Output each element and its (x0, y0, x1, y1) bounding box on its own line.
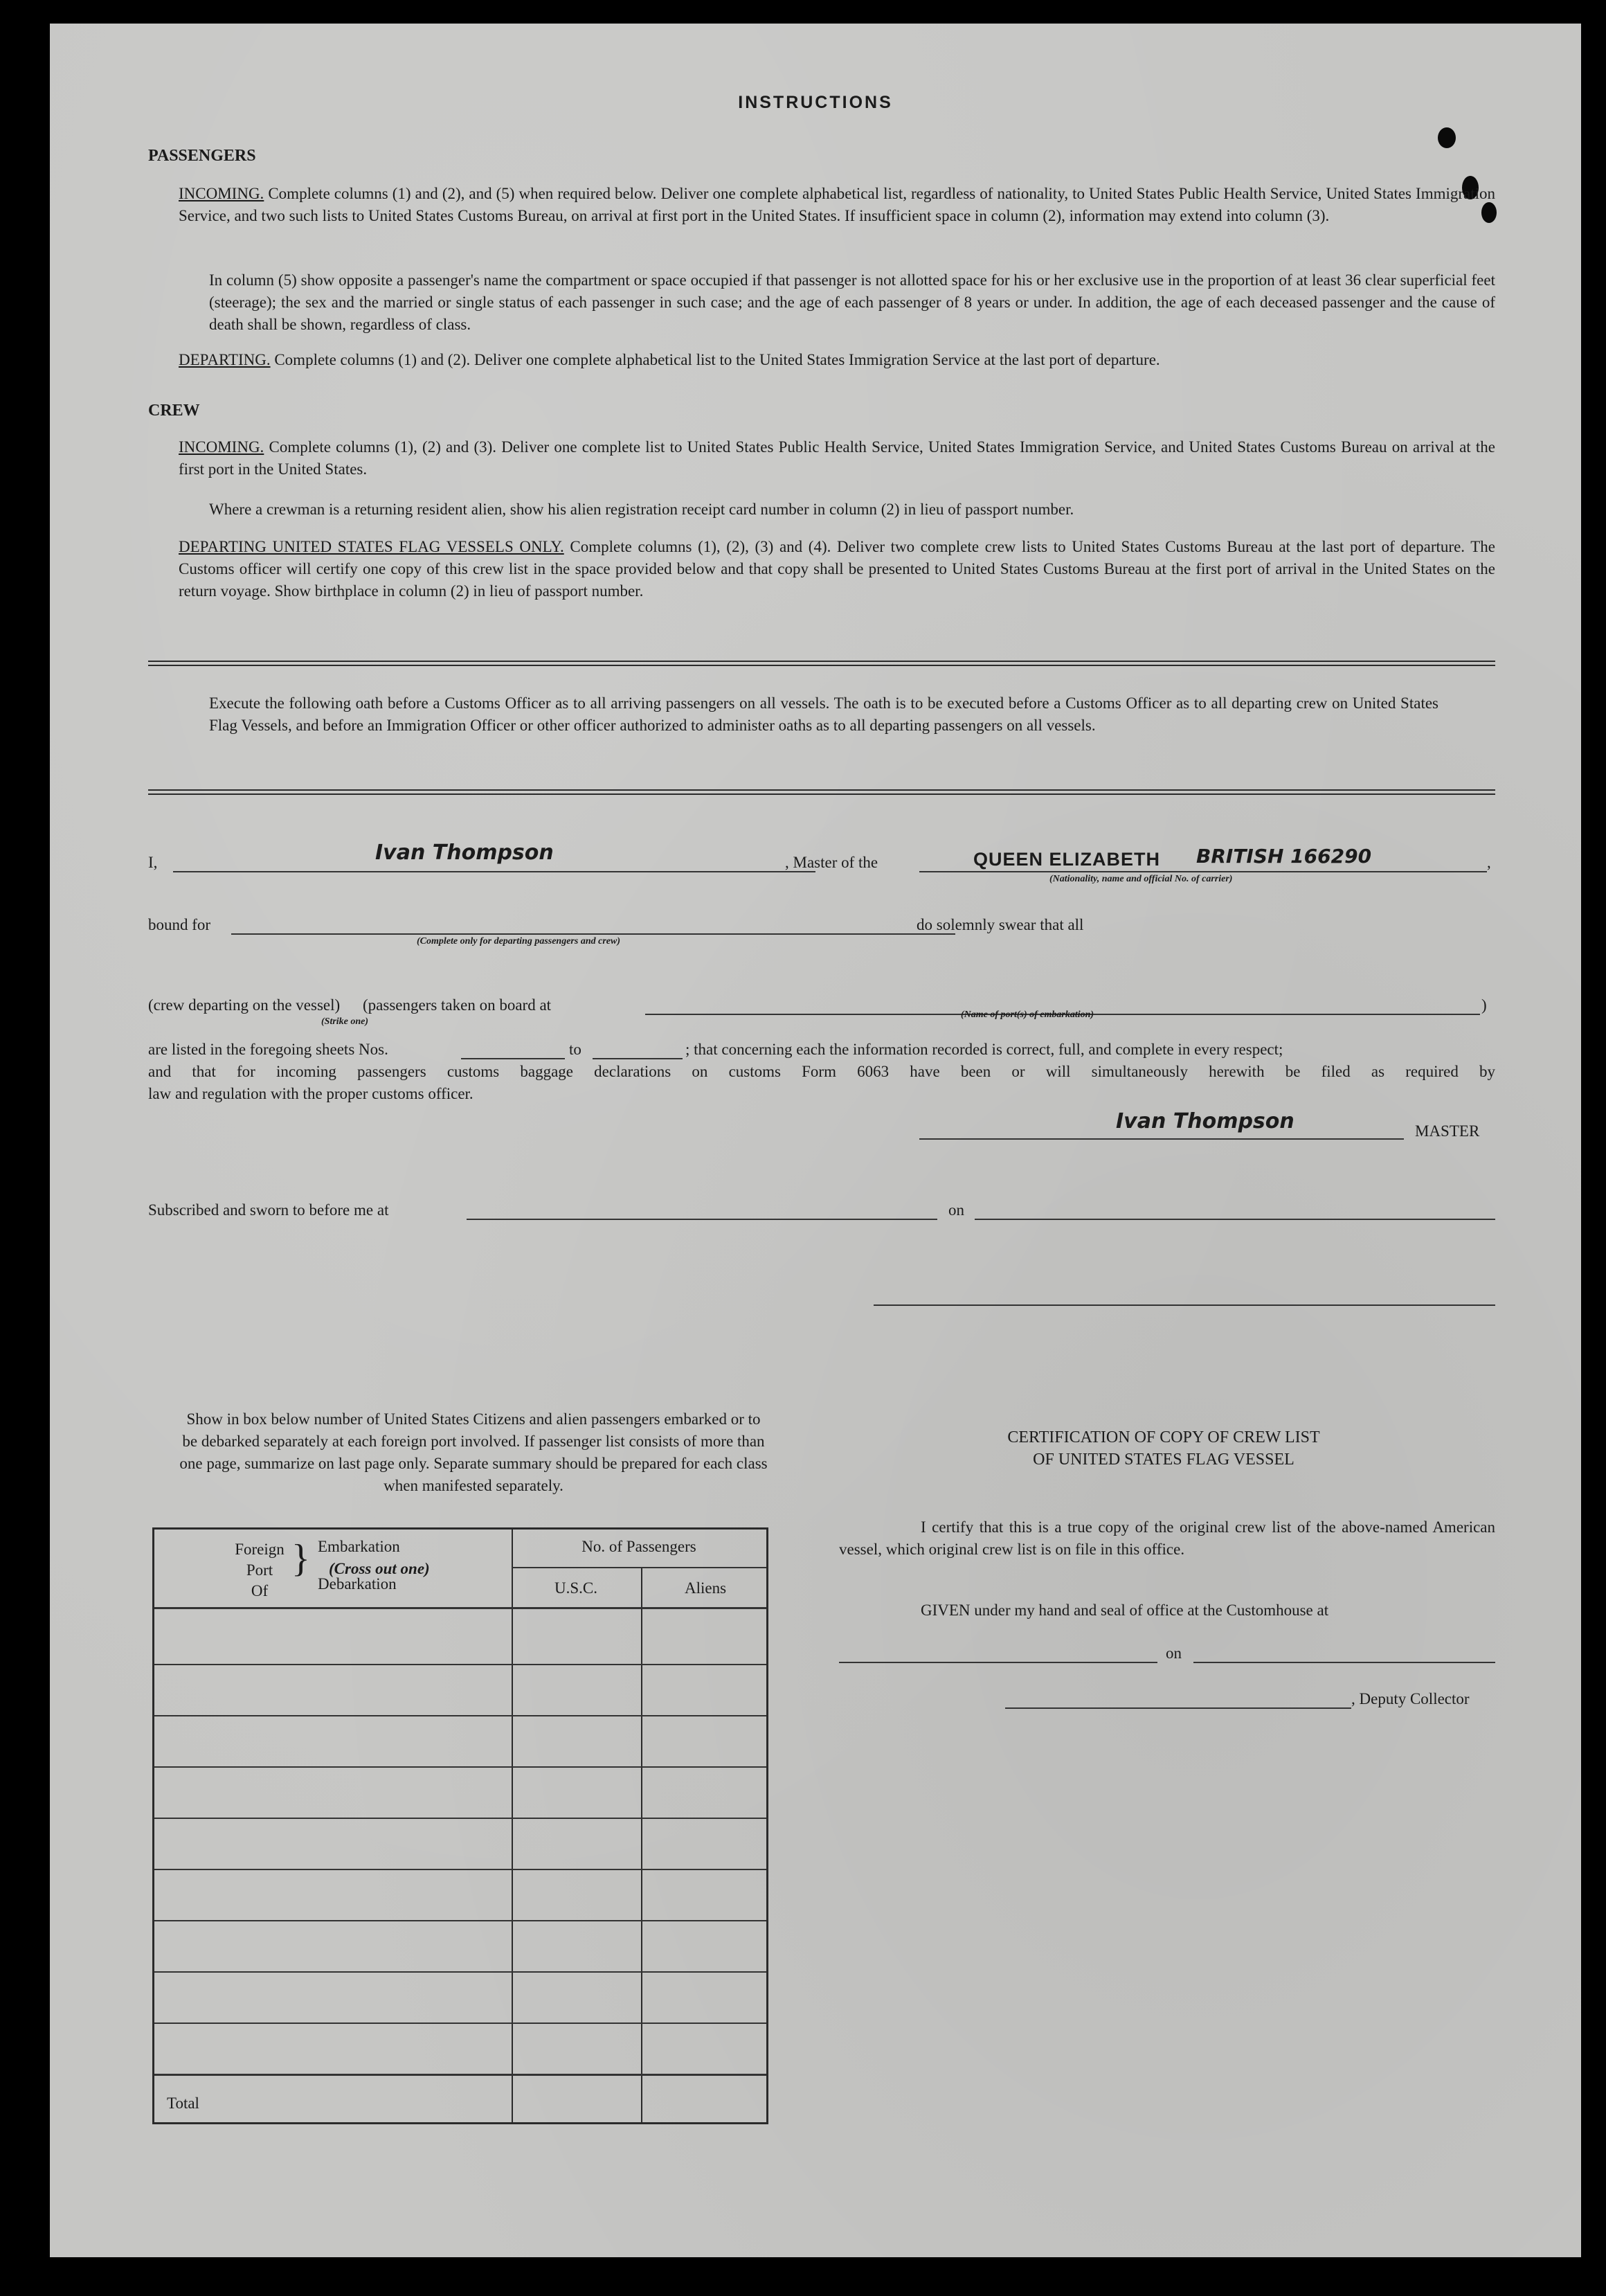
passengers-incoming-text: Complete columns (1) and (2), and (5) when required below. Deliver one complete alphabetical list, regardless of nationality, to United States Public Health Service, United States Immigration Service, and two such lists to United States Customs Bureau, on arrival at first port in the United States. If insufficient space in column (2), information may extend into column (3). (179, 185, 1496, 224)
table-header-aliens: Aliens (684, 1579, 727, 1597)
paren-close: ) (1481, 996, 1487, 1014)
carrier-caption: (Nationality, name and official No. of carrier) (1049, 874, 1233, 884)
certification-certify-text: I certify that this is a true copy of the original crew list of the above-named American vessel, which original crew list is on file in this office. (839, 1518, 1495, 1558)
master-of-label: , Master of the (785, 854, 878, 871)
crew-departing-paragraph (179, 536, 1495, 602)
table-header-debarkation: Debarkation (318, 1575, 397, 1593)
passengers-section-title: PASSENGERS (148, 147, 256, 165)
subscribed-date-line (975, 1219, 1495, 1220)
oath-intro-paragraph: Execute the following oath before a Customs Officer as to all arriving passengers on all vessels. The oath is to be executed before a Customs Officer as to all departing crew on United States Flag Vessels, and before an Immigration Officer or other officer authorized to administer oaths as to all departing passengers on all vessels. (209, 694, 1438, 734)
passengers-departing-paragraph (179, 349, 1501, 371)
passenger-summary-table (152, 1527, 768, 2124)
form-sheet (50, 24, 1581, 2257)
table-header-cross-out: (Cross out one) (329, 1560, 430, 1577)
table-header-usc: U.S.C. (554, 1579, 597, 1597)
table-row-divider (512, 1567, 766, 1568)
bound-for-caption: (Complete only for departing passengers and crew) (417, 936, 620, 947)
passengers-departing-text: Complete columns (1) and (2). Deliver one complete alphabetical list to the United States Immigration Service at the last port of departure. (274, 351, 1160, 368)
carrier-name: QUEEN ELIZABETH (973, 849, 1161, 870)
table-row-divider (154, 1715, 766, 1716)
passengers-departing-label: DEPARTING. (179, 351, 271, 368)
table-row-divider (154, 1920, 766, 1921)
table-total-divider (154, 2074, 766, 2076)
oath-i-label: I, (148, 854, 158, 871)
subscribed-place-line (467, 1219, 937, 1220)
summary-instructions: Show in box below number of United States Citizens and alien passengers embarked or to be debarked separately at each foreign port involved. If passenger list consists of more than one page, summarize on last page only. Separate summary should be prepared for each class when manifested separately. (179, 1410, 768, 1494)
to-label: to (569, 1041, 581, 1058)
customhouse-line (839, 1662, 1157, 1663)
table-row-divider (154, 1971, 766, 1973)
table-row-divider (154, 1818, 766, 1819)
divider (148, 789, 1495, 795)
concerning-text: ; that concerning each the information recorded is correct, full, and complete in every respect; (685, 1041, 1283, 1058)
swear-text: do solemnly swear that all (917, 916, 1084, 933)
passengers-column5-paragraph: In column (5) show opposite a passenger's name the compartment or space occupied if that passenger is not allotted space for his or her exclusive use in the proportion of at least 36 clear superficial feet (steerage); the sex and the married or single status of each passenger in such case; and the age of each passenger of 8 years or under. In addition, the age of each deceased passenger and the cause of death shall be shown, regardless of class. (209, 271, 1495, 333)
carrier-line (919, 871, 1487, 872)
divider (148, 661, 1495, 666)
table-header-port-text: Port (246, 1561, 273, 1579)
table-row-divider (154, 1869, 766, 1870)
table-total-label: Total (167, 2095, 199, 2112)
passengers-taken-option: (passengers taken on board at (363, 996, 552, 1014)
passengers-incoming-paragraph (179, 183, 1495, 227)
table-header-port (229, 1539, 290, 1602)
law-line: law and regulation with the proper customs officer. (148, 1085, 473, 1102)
master-name-signature: Ivan Thompson (375, 841, 554, 865)
crew-incoming-text: Complete columns (1), (2) and (3). Deliver one complete list to United States Public Health Service, United States Immigration Service, and United States Customs Bureau on arrival at the first port in the United States. (179, 438, 1495, 478)
table-header-foreign: Foreign (235, 1541, 285, 1558)
table-header-brace: } (291, 1537, 310, 1580)
master-label: MASTER (1415, 1122, 1480, 1140)
table-header-divider (154, 1607, 766, 1609)
sheet-from-line (461, 1058, 565, 1059)
incoming-baggage-line: and that for incoming passengers customs baggage declarations on customs Form 6063 have been or will simultaneously herewith be filed as required by (148, 1063, 1495, 1080)
deputy-collector-label: , Deputy Collector (1351, 1690, 1470, 1707)
crew-departing-label: DEPARTING UNITED STATES FLAG VESSELS ONLY. (179, 538, 564, 555)
certification-date-line (1193, 1662, 1495, 1663)
crew-section-title: CREW (148, 402, 200, 420)
table-header-of: Of (251, 1582, 269, 1599)
comma: , (1487, 854, 1491, 871)
crew-alien-paragraph: Where a crewman is a returning resident alien, show his alien registration receipt card number in column (2) in lieu of passport number. (209, 501, 1074, 518)
strike-one-caption: (Strike one) (321, 1016, 369, 1027)
certification-title-line1: CERTIFICATION OF COPY OF CREW LIST (1007, 1428, 1320, 1446)
bound-for-line (231, 933, 955, 935)
table-row-divider (154, 1664, 766, 1665)
certification-title-line2: OF UNITED STATES FLAG VESSEL (1033, 1451, 1294, 1469)
page-heading: INSTRUCTIONS (738, 93, 893, 112)
carrier-handwritten: BRITISH 166290 (1196, 845, 1372, 868)
table-column-divider (641, 1568, 642, 2122)
table-row-divider (154, 1766, 766, 1768)
officer-signature-line (874, 1304, 1495, 1306)
master-signature: Ivan Thompson (1116, 1109, 1294, 1133)
table-row-divider (154, 2023, 766, 2024)
crew-incoming-paragraph (179, 436, 1495, 481)
listed-in-label: are listed in the foregoing sheets Nos. (148, 1041, 388, 1058)
table-header-embarkation: Embarkation (318, 1538, 400, 1555)
certification-given-text: GIVEN under my hand and seal of office at the Customhouse at (921, 1602, 1329, 1619)
crew-departing-text: Complete columns (1), (2), (3) and (4). Deliver two complete crew lists to United States Customs Bureau at the last port of departure. The Customs officer will certify one copy of this crew list in the space provided below and that copy shall be presented to United States Customs Bureau at the first port of arrival in the United States on the return voyage. Show birthplace in column (2) in lieu of passport number. (179, 538, 1496, 600)
certification-on-label: on (1166, 1644, 1182, 1662)
subscribed-label: Subscribed and sworn to before me at (148, 1201, 389, 1219)
table-column-divider (512, 1530, 513, 2122)
table-header-no-of-passengers: No. of Passengers (581, 1538, 696, 1555)
passengers-incoming-label: INCOMING. (179, 185, 264, 202)
bound-for-label: bound for (148, 916, 211, 933)
port-caption: (Name of port(s) of embarkation) (961, 1010, 1094, 1020)
punch-hole (1438, 127, 1456, 148)
deputy-signature-line (1005, 1707, 1351, 1709)
crew-incoming-label: INCOMING. (179, 438, 264, 456)
sheet-to-line (593, 1058, 683, 1059)
master-signature-line (919, 1138, 1404, 1140)
subscribed-on-label: on (948, 1201, 964, 1219)
master-name-line (173, 871, 815, 872)
crew-departing-option: (crew departing on the vessel) (148, 996, 341, 1014)
